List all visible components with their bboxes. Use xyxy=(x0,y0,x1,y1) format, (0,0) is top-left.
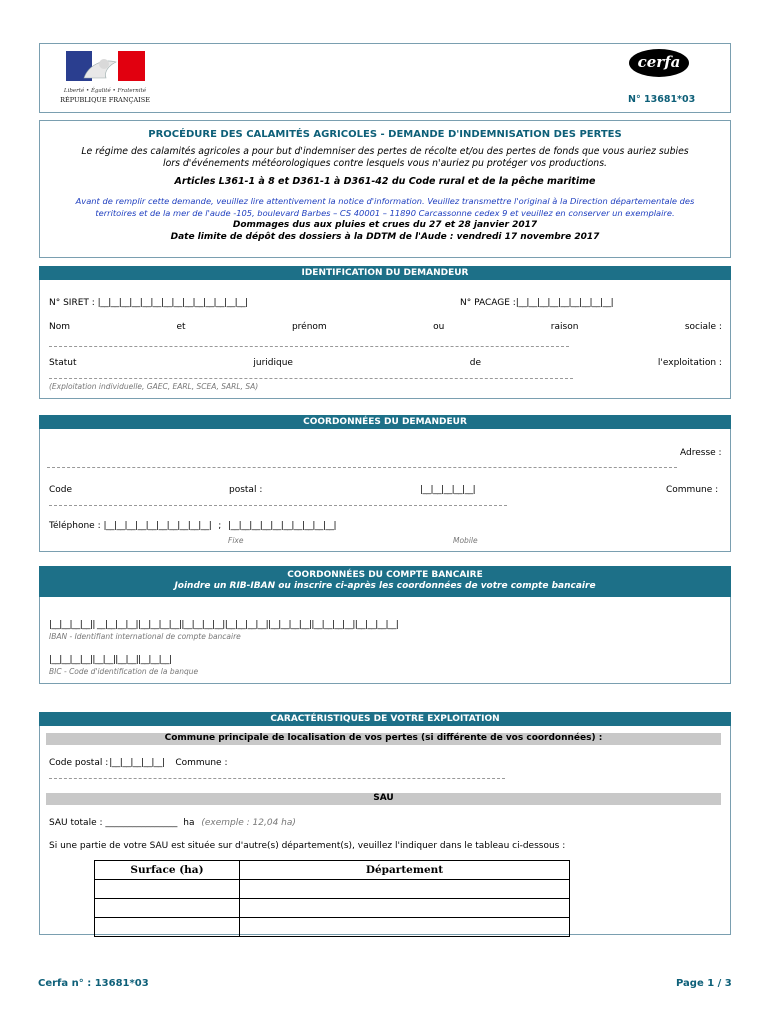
table-row xyxy=(95,880,570,899)
departement-header: Département xyxy=(240,861,570,880)
bic-boxes[interactable]: |__|__|__|__||__|__||__|__||__|__|__| xyxy=(49,655,172,665)
intro-desc-1: Le régime des calamités agricoles a pour but d'indemniser des pertes de récolte et/ou des pertes de fonds que vous auriez subies xyxy=(81,146,689,157)
sau-total-field[interactable]: SAU totale : ________________ ha (exemple : 12,04 ha) xyxy=(49,818,296,828)
siret-field[interactable]: N° SIRET : |__|__|__|__|__|__|__|__|__|__|__|__|__|__| xyxy=(49,298,248,308)
intro-desc-2: lors d'événements météorologiques contre lesquels vous n'auriez pu protéger vos productions. xyxy=(162,158,607,169)
logo-republique: RÉPUBLIQUE FRANÇAISE xyxy=(60,96,150,104)
commune-label: Commune : xyxy=(666,485,719,495)
coordonnees-frame xyxy=(39,428,731,552)
table-header-row xyxy=(95,861,570,880)
page-title: PROCÉDURE DES CALAMITÉS AGRICOLES - DEMANDE D'INDEMNISATION DES PERTES xyxy=(148,129,622,140)
fixe-label: Fixe xyxy=(228,536,244,545)
iban-hint: IBAN - Identifiant international de compte bancaire xyxy=(49,632,241,641)
phone-field[interactable]: Téléphone : |__|__|__|__|__|__|__|__|__|__| ; |__|__|__|__|__|__|__|__|__|__| xyxy=(49,521,336,531)
address-input-line[interactable] xyxy=(47,467,677,468)
departement-cell[interactable] xyxy=(240,880,570,899)
name-label-row: Nom et prénom ou raison sociale : xyxy=(49,322,722,332)
identification-frame xyxy=(39,279,731,399)
departement-cell[interactable] xyxy=(240,918,570,937)
surface-cell[interactable] xyxy=(95,918,240,937)
departement-cell[interactable] xyxy=(240,899,570,918)
cerfa-logo: cerfa xyxy=(629,49,689,77)
surface-cell[interactable] xyxy=(95,880,240,899)
surface-cell[interactable] xyxy=(95,899,240,918)
bank-subtitle: Joindre un RIB-IBAN ou inscrire ci-après les coordonnées de votre compte bancaire xyxy=(174,581,596,591)
sau-bar: SAU xyxy=(46,793,721,805)
surface-header: Surface (ha) xyxy=(95,861,240,880)
articles-reference: Articles L361-1 à 8 et D361-1 à D361-42 du Code rural et de la pêche maritime xyxy=(174,176,596,187)
mobile-label: Mobile xyxy=(453,536,478,545)
statut-label-row: Statut juridique de l'exploitation : xyxy=(49,358,722,368)
statut-input-line[interactable] xyxy=(49,378,573,379)
form-number: N° 13681*03 xyxy=(628,94,696,105)
statut-hint: (Exploitation individuelle, GAEC, EARL, SCEA, SARL, SA) xyxy=(49,382,259,391)
pacage-field[interactable]: N° PACAGE :|__|__|__|__|__|__|__|__|__| xyxy=(460,298,614,308)
identification-header: IDENTIFICATION DU DEMANDEUR xyxy=(39,266,731,280)
code-label: Code xyxy=(49,485,73,495)
address-label: Adresse : xyxy=(680,448,722,458)
surface-table xyxy=(94,860,570,937)
marianne-logo xyxy=(58,48,152,106)
coordonnees-header: COORDONNÉES DU DEMANDEUR xyxy=(39,415,731,429)
deadline-line: Date limite de dépôt des dossiers à la DDTM de l'Aude : vendredi 17 novembre 2017 xyxy=(170,232,600,242)
bank-title: COORDONNÉES DU COMPTE BANCAIRE xyxy=(287,570,483,580)
footer-cerfa-number: Cerfa n° : 13681*03 xyxy=(38,978,149,989)
notice-line-1: Avant de remplir cette demande, veuillez lire attentivement la notice d'information. Veuillez transmettre l'original à la Direction départementale des xyxy=(75,196,695,206)
notice-line-2: territoires et de la mer de l'aude -105, boulevard Barbes – CS 40001 – 11890 Carcassonne cedex 9 et veuillez en conserver un exemplaire. xyxy=(95,208,675,218)
exploitation-commune-line[interactable] xyxy=(49,778,505,779)
name-input-line[interactable] xyxy=(49,346,569,347)
logo-motto: Liberté • Égalité • Fraternité xyxy=(63,88,147,94)
commune-input-line[interactable] xyxy=(49,505,507,506)
iban-boxes[interactable]: |__|__|__|__|| __|__|__|__||__|__|__|__||__|__|__|__||__|__|__|__||__|__|__|__||__|__|__|__||__|__|__|__| xyxy=(49,620,399,630)
table-row xyxy=(95,899,570,918)
bic-hint: BIC - Code d'identification de la banque xyxy=(49,667,199,676)
bank-header xyxy=(39,566,731,597)
sau-question: Si une partie de votre SAU est située sur d'autre(s) département(s), veuillez l'indiquer dans le tableau ci-dessous : xyxy=(49,841,566,851)
postal-code-boxes[interactable]: |__|__|__|__|__| xyxy=(420,485,476,495)
exploitation-header: CARACTÉRISTIQUES DE VOTRE EXPLOITATION xyxy=(39,712,731,726)
table-row xyxy=(95,918,570,937)
footer-page-number: Page 1 / 3 xyxy=(676,978,732,989)
commune-principale-bar: Commune principale de localisation de vos pertes (si différente de vos coordonnées) : xyxy=(46,733,721,745)
exploitation-postal-field[interactable]: Code postal :|__|__|__|__|__| Commune : xyxy=(49,758,228,768)
postal-label: postal : xyxy=(229,485,263,495)
damages-line: Dommages dus aux pluies et crues du 27 et 28 janvier 2017 xyxy=(232,220,538,230)
flag-icon xyxy=(58,48,152,84)
